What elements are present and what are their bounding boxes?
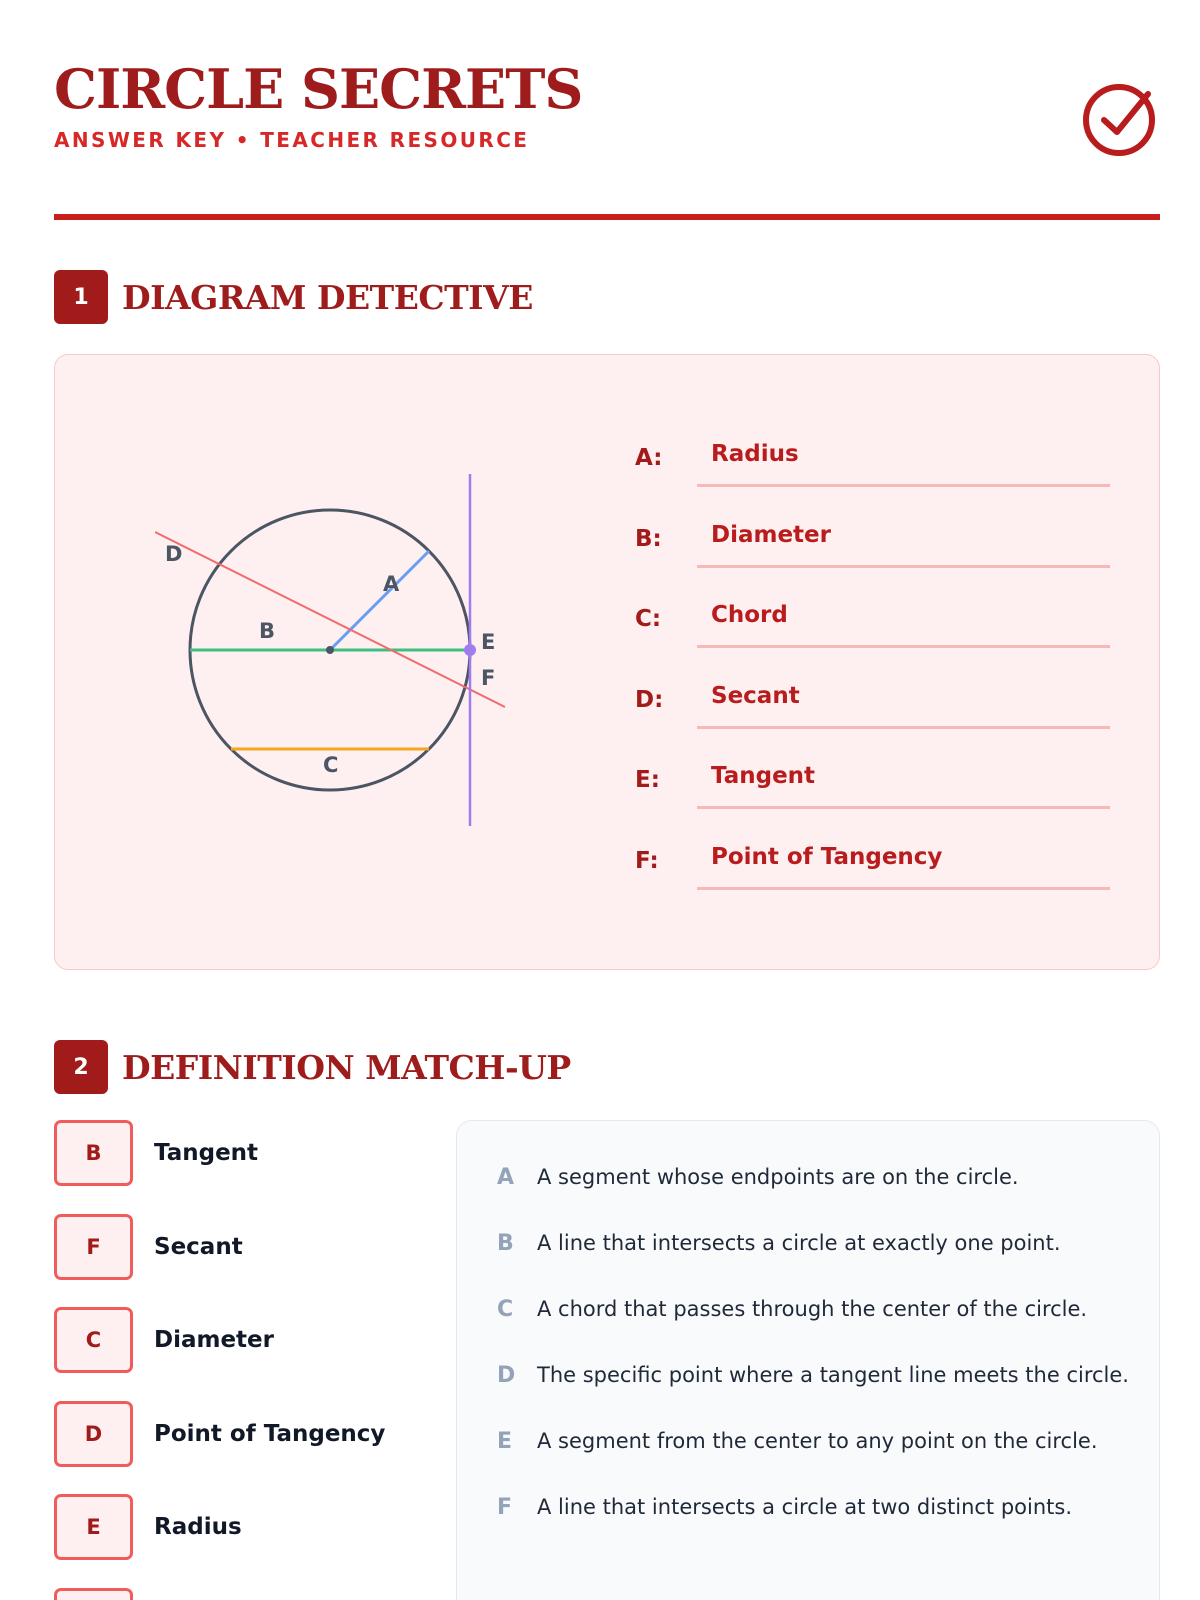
diagram-card	[54, 354, 1160, 970]
definition-letter: C	[497, 1297, 514, 1322]
match-row	[54, 1120, 434, 1214]
match-term-list	[54, 1120, 434, 1600]
diagram-label-c: C	[323, 753, 339, 777]
answer-text[interactable]: Secant	[711, 682, 800, 709]
match-row	[54, 1494, 434, 1588]
answer-underline	[697, 565, 1110, 568]
header-divider	[54, 214, 1160, 220]
answer-text[interactable]: Diameter	[711, 521, 831, 548]
answer-underline	[697, 887, 1110, 890]
match-row	[54, 1588, 434, 1600]
answer-row	[635, 737, 1115, 818]
definition-row	[497, 1289, 1137, 1329]
answer-row	[635, 415, 1115, 496]
diagram-label-e: E	[481, 630, 496, 654]
center-point	[326, 646, 334, 654]
definition-letter: D	[497, 1363, 516, 1388]
match-answer-box-partial[interactable]	[54, 1588, 133, 1600]
answer-underline	[697, 645, 1110, 648]
match-row	[54, 1307, 434, 1401]
match-answer-box[interactable]: E	[54, 1494, 133, 1560]
section-1-header	[54, 270, 533, 324]
section-2-title: DEFINITION MATCH-UP	[122, 1047, 571, 1087]
answer-underline	[697, 806, 1110, 809]
match-term: Point of Tangency	[154, 1420, 386, 1447]
definition-letter: F	[497, 1495, 513, 1520]
diagram-label-d: D	[165, 542, 183, 566]
page-title: CIRCLE SECRETS	[54, 57, 583, 121]
section-2-header	[54, 1040, 571, 1094]
answer-row	[635, 818, 1115, 899]
answer-row	[635, 496, 1115, 577]
match-term: Tangent	[154, 1140, 259, 1166]
definition-letter: B	[497, 1231, 514, 1256]
answer-label: E:	[635, 767, 660, 793]
section-1-badge: 1	[54, 270, 108, 324]
match-answer-box[interactable]: B	[54, 1120, 133, 1186]
answer-row	[635, 657, 1115, 738]
circle-diagram	[155, 465, 575, 865]
definition-text: A line that intersects a circle at exactly one point.	[537, 1231, 1061, 1255]
match-term: Secant	[154, 1233, 243, 1260]
answer-text[interactable]: Point of Tangency	[711, 843, 943, 870]
answer-label: F:	[635, 847, 659, 874]
page-subtitle: ANSWER KEY • TEACHER RESOURCE	[54, 128, 530, 152]
section-2-badge: 2	[54, 1040, 108, 1094]
match-term: Radius	[154, 1514, 242, 1540]
tangency-point	[464, 644, 476, 656]
definition-text: The specific point where a tangent line meets the circle.	[537, 1363, 1129, 1387]
answer-label: A:	[635, 445, 663, 471]
check-circle-icon	[1082, 80, 1160, 158]
secant-line	[155, 532, 505, 707]
definition-row	[497, 1223, 1137, 1263]
answer-label: C:	[635, 606, 662, 632]
answer-underline	[697, 484, 1110, 487]
definition-text: A segment from the center to any point on the circle.	[537, 1429, 1098, 1453]
answer-underline	[697, 726, 1110, 729]
radius-line	[330, 551, 429, 650]
definition-letter: A	[497, 1165, 515, 1190]
definition-letter: E	[497, 1429, 513, 1454]
answer-label: D:	[635, 686, 664, 713]
definition-text: A segment whose endpoints are on the circle.	[537, 1165, 1019, 1189]
match-answer-box[interactable]: D	[54, 1401, 133, 1467]
answer-text[interactable]: Tangent	[711, 763, 816, 789]
answer-row	[635, 576, 1115, 657]
definition-text: A line that intersects a circle at two distinct points.	[537, 1495, 1073, 1519]
diagram-label-f: F	[481, 666, 496, 690]
diagram-label-b: B	[259, 619, 276, 643]
definition-card	[456, 1120, 1160, 1600]
match-answer-box[interactable]: F	[54, 1214, 133, 1280]
definition-row	[497, 1355, 1137, 1395]
answer-list	[635, 415, 1115, 898]
section-1-title: DIAGRAM DETECTIVE	[122, 277, 533, 317]
match-answer-box[interactable]: C	[54, 1307, 133, 1373]
definition-row	[497, 1421, 1137, 1461]
match-row	[54, 1214, 434, 1308]
page-header	[54, 56, 1160, 176]
definition-text: A chord that passes through the center of the circle.	[537, 1297, 1088, 1321]
match-row	[54, 1401, 434, 1495]
diagram-label-a: A	[383, 572, 400, 596]
answer-label: B:	[635, 525, 662, 552]
answer-text[interactable]: Chord	[711, 602, 788, 628]
definition-row	[497, 1157, 1137, 1197]
answer-text[interactable]: Radius	[711, 441, 799, 467]
match-term: Diameter	[154, 1327, 274, 1353]
definition-row	[497, 1487, 1137, 1527]
